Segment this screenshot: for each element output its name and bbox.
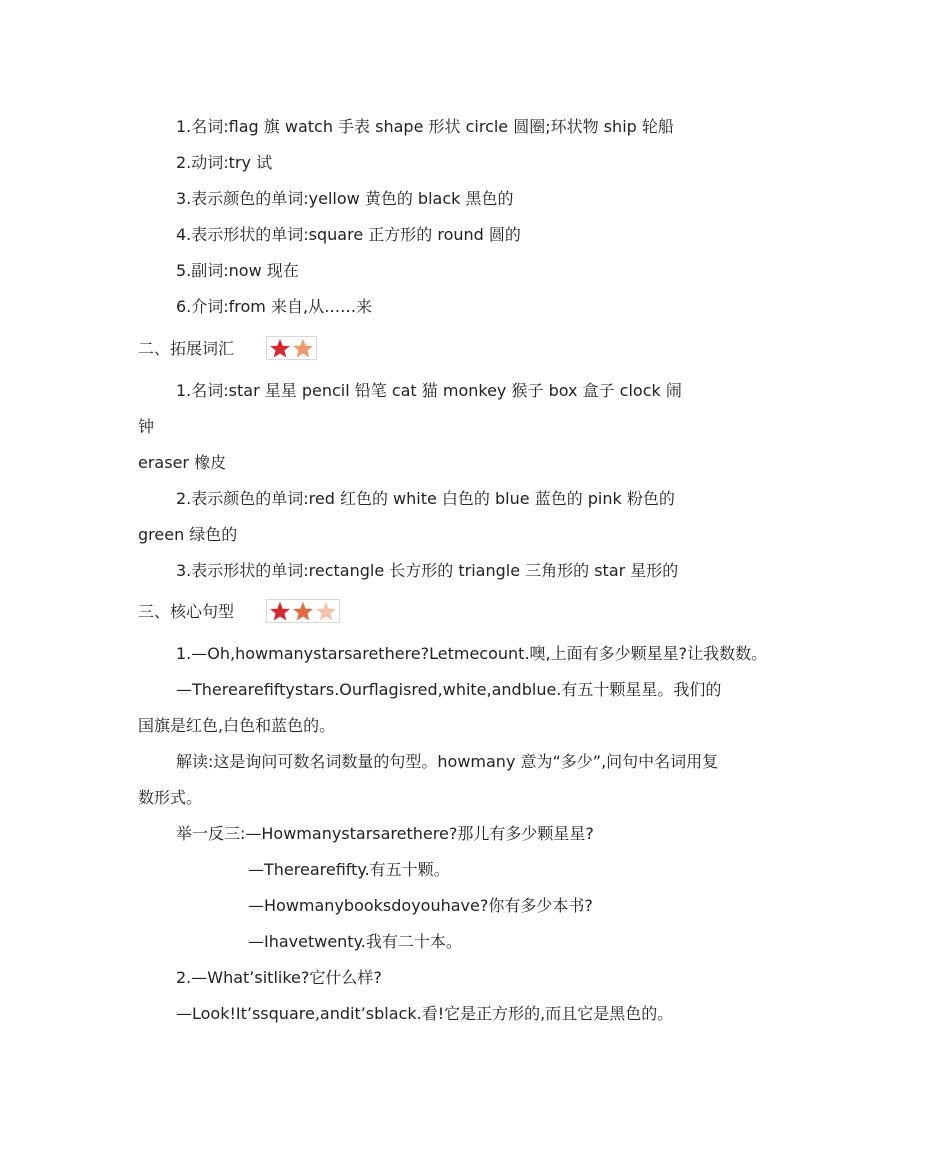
core-sentence-2-question: 2.—What’sitlike?它什么样? — [176, 968, 382, 987]
star-icon — [292, 338, 314, 358]
vocab-line-3: 3.表示颜色的单词:yellow 黄色的 black 黑色的 — [176, 189, 514, 208]
extended-vocab-line-1: 1.名词:star 星星 pencil 铅笔 cat 猫 monkey 猴子 box 盒子 clock 闹 — [176, 381, 682, 400]
extended-vocab-line-1-cont: eraser 橡皮 — [138, 453, 227, 472]
difficulty-rating-two-stars — [266, 336, 317, 360]
section-heading-core-sentences: 三、核心句型 — [138, 602, 235, 621]
star-icon — [315, 601, 337, 621]
extended-vocab-line-1-wrap: 钟 — [138, 417, 155, 436]
vocab-line-6: 6.介词:from 来自,从……来 — [176, 297, 373, 316]
example-line-2: —Therearefifty.有五十颗。 — [248, 860, 450, 879]
core-sentence-line-2-cont: 国旗是红色,白色和蓝色的。 — [138, 716, 336, 735]
star-icon — [292, 601, 314, 621]
star-icon — [269, 338, 291, 358]
vocab-line-5: 5.副词:now 现在 — [176, 261, 299, 280]
core-sentence-line-2: —Therearefiftystars.Ourflagisred,white,andblue.有五十颗星星。我们的 — [176, 680, 722, 699]
example-line-3: —Howmanybooksdoyouhave?你有多少本书? — [248, 896, 593, 915]
core-sentence-line-1: 1.—Oh,howmanystarsarethere?Letmecount.噢,上面有多少颗星星?让我数数。 — [176, 644, 768, 663]
core-sentence-2-answer: —Look!It’ssquare,andit’sblack.看!它是正方形的,而且它是黑色的。 — [176, 1004, 674, 1023]
difficulty-rating-three-stars — [266, 599, 340, 623]
example-line-1: 举一反三:—Howmanystarsarethere?那儿有多少颗星星? — [176, 824, 594, 843]
vocab-line-4: 4.表示形状的单词:square 正方形的 round 圆的 — [176, 225, 521, 244]
star-icon — [269, 601, 291, 621]
explanation-line-cont: 数形式。 — [138, 788, 203, 807]
extended-vocab-line-2: 2.表示颜色的单词:red 红色的 white 白色的 blue 蓝色的 pink 粉色的 — [176, 489, 675, 508]
extended-vocab-line-2-cont: green 绿色的 — [138, 525, 238, 544]
extended-vocab-line-3: 3.表示形状的单词:rectangle 长方形的 triangle 三角形的 star 星形的 — [176, 561, 679, 580]
vocab-line-2: 2.动词:try 试 — [176, 153, 273, 172]
example-line-4: —Ihavetwenty.我有二十本。 — [248, 932, 462, 951]
explanation-line: 解读:这是询问可数名词数量的句型。howmany 意为“多少”,问句中名词用复 — [176, 752, 719, 771]
vocab-line-1: 1.名词:flag 旗 watch 手表 shape 形状 circle 圆圈;环状物 ship 轮船 — [176, 117, 674, 136]
section-heading-extended-vocab: 二、拓展词汇 — [138, 339, 235, 358]
